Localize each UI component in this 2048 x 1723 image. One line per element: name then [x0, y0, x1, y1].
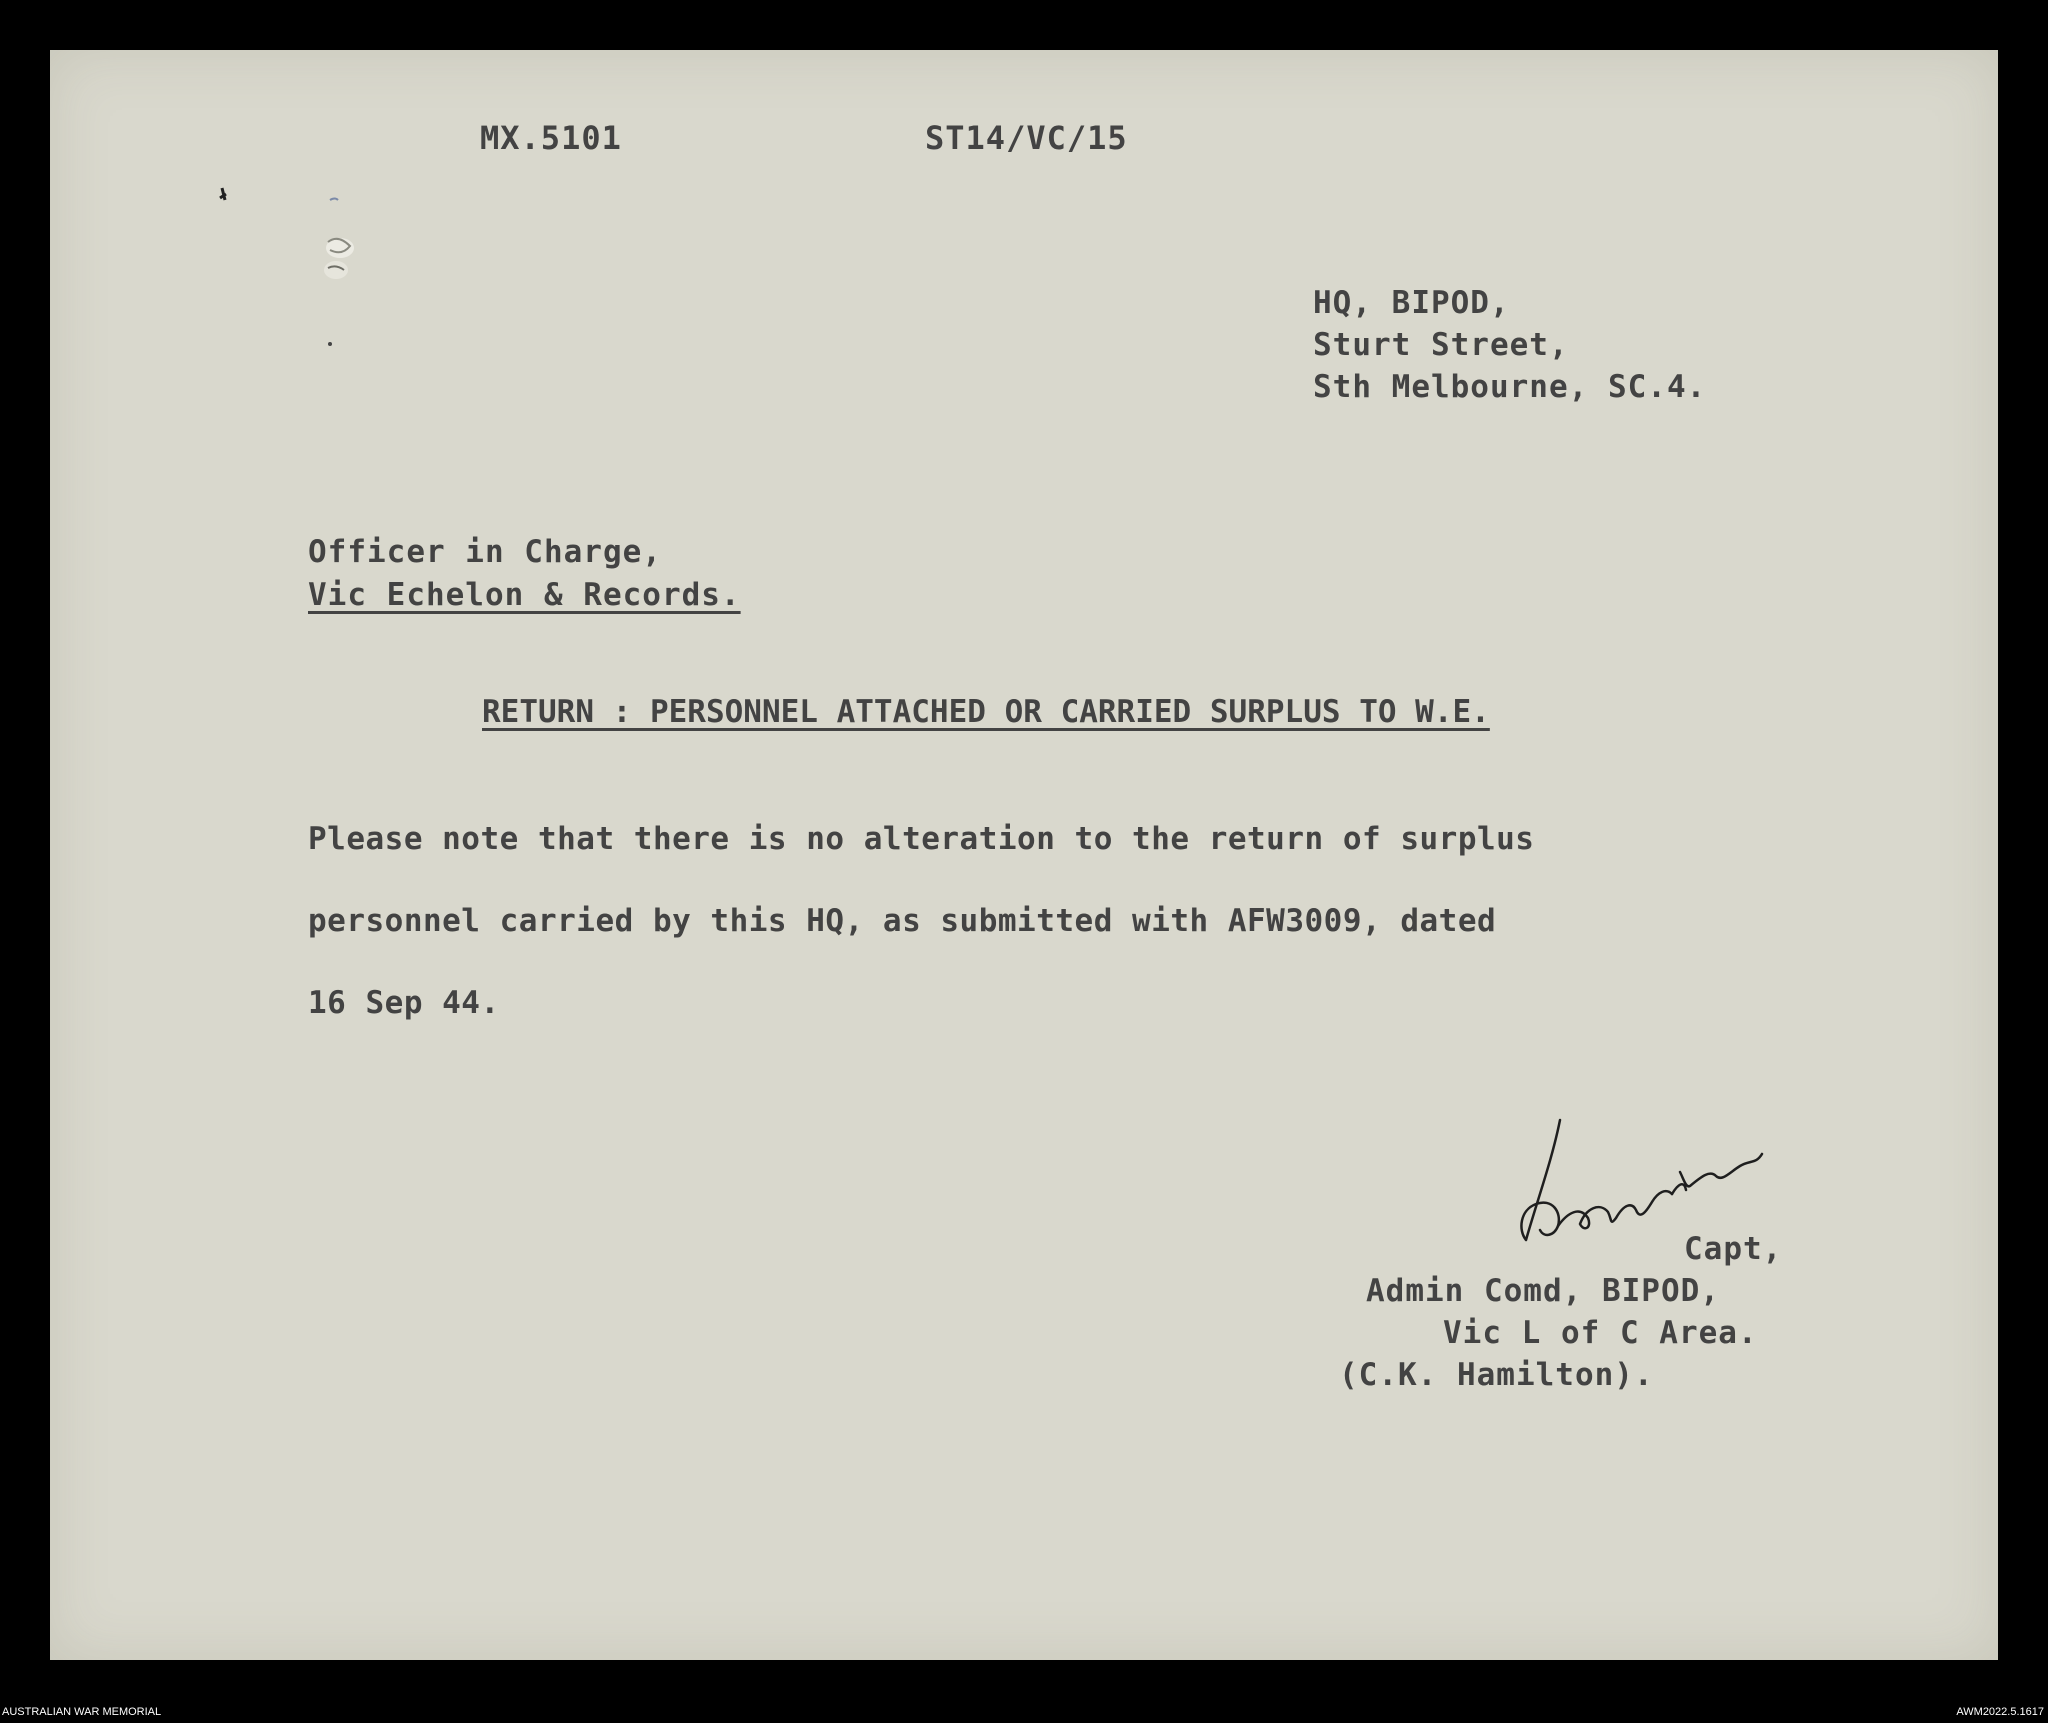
sender-address-line: HQ, BIPOD, — [1313, 285, 1510, 321]
handwritten-signature — [1440, 1080, 1820, 1250]
signature-appointment: Admin Comd, BIPOD, — [1366, 1273, 1720, 1309]
body-text-line: Please note that there is no alteration to the return of surplus — [308, 821, 1535, 857]
subject-heading: RETURN : PERSONNEL ATTACHED OR CARRIED SURPLUS TO W.E. — [482, 694, 1490, 730]
body-text-line: personnel carried by this HQ, as submitted with AFW3009, dated — [308, 903, 1497, 939]
recipient-line: Officer in Charge, — [308, 534, 662, 570]
sender-address-line: Sturt Street, — [1313, 327, 1569, 363]
file-reference-code: ST14/VC/15 — [925, 119, 1128, 157]
archive-institution-label: AUSTRALIAN WAR MEMORIAL — [2, 1706, 162, 1718]
signature-area: Vic L of C Area. — [1443, 1315, 1758, 1351]
signature-name: (C.K. Hamilton). — [1339, 1357, 1654, 1393]
signature-rank: Capt, — [1684, 1231, 1783, 1267]
document-page — [50, 50, 1998, 1660]
paper-blemish-marks — [160, 130, 360, 370]
recipient-line: Vic Echelon & Records. — [308, 577, 741, 613]
archive-accession-number: AWM2022.5.1617 — [1956, 1706, 2044, 1718]
sender-address-line: Sth Melbourne, SC.4. — [1313, 369, 1707, 405]
body-text-line: 16 Sep 44. — [308, 985, 500, 1021]
file-reference-number: MX.5101 — [480, 119, 622, 157]
